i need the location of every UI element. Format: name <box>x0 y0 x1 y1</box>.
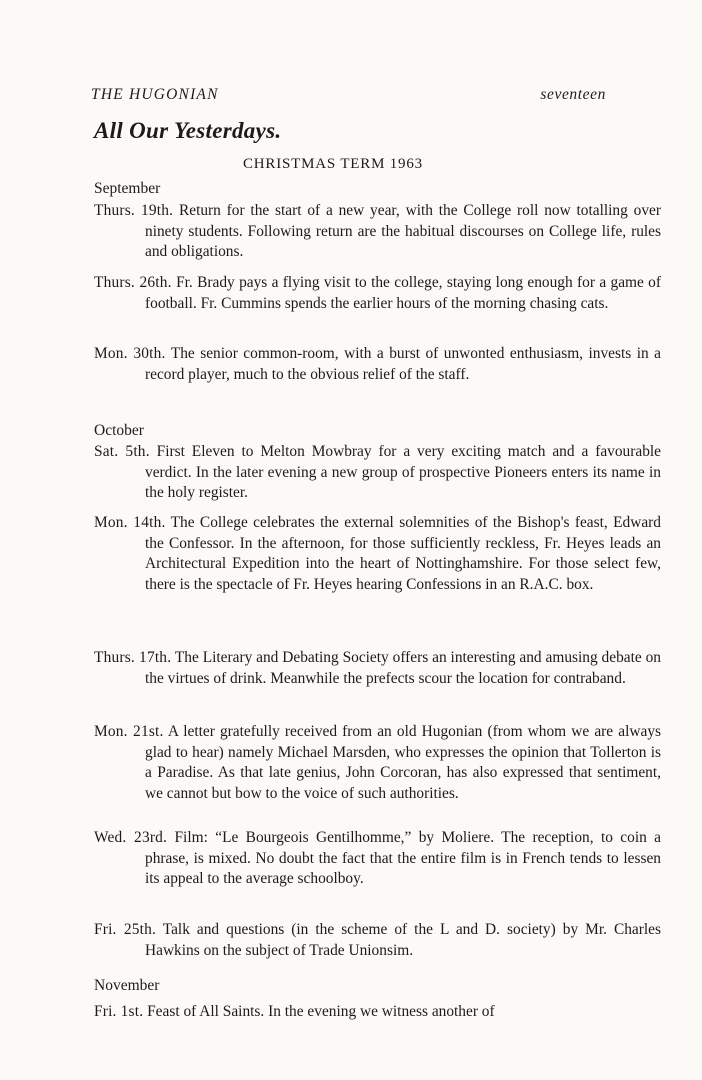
entry-text: Return for the start of a new year, with the College roll now totalling over ninety students. Following return are the habitual discourses on College life, rules and obligations. <box>145 202 661 260</box>
entry-text: The College celebrates the external solemnities of the Bishop's feast, Edward the Confessor. In the afternoon, for those sufficiently reckless, Fr. Heyes leads an Architectural Expedition into the heart of Nottinghamshire. For those select few, there is the spectacle of Fr. Heyes hearing Confessions in an R.A.C. box. <box>145 514 661 593</box>
page-number: seventeen <box>540 86 606 103</box>
diary-entry <box>94 1002 661 1023</box>
entry-date: Wed. 23rd. <box>94 829 168 846</box>
entry-text: The senior common-room, with a burst of unwonted enthusiasm, invests in a record player, much to the obvious relief of the staff. <box>145 345 661 383</box>
diary-entry <box>94 648 661 689</box>
diary-entry <box>94 344 661 385</box>
entry-text: The Literary and Debating Society offers an interesting and amusing debate on the virtues of drink. Meanwhile the prefects scour the location for contraband. <box>145 649 661 687</box>
article-title: All Our Yesterdays. <box>94 118 282 143</box>
term-heading: CHRISTMAS TERM 1963 <box>243 156 423 172</box>
entry-date: Thurs. 17th. <box>94 649 172 666</box>
entry-text: Feast of All Saints. In the evening we witness another of <box>147 1003 495 1020</box>
diary-entry <box>94 722 661 804</box>
diary-entry <box>94 273 661 314</box>
month-heading-november: November <box>94 977 160 994</box>
entry-text: A letter gratefully received from an old Hugonian (from whom we are always glad to hear) namely Michael Marsden, who expresses the opinion that Tollerton is a Paradise. As that late genius, John Corcoran, has also expressed that sentiment, we cannot but bow to the voice of such authorities. <box>145 723 661 802</box>
diary-entry <box>94 513 661 595</box>
entry-date: Thurs. 26th. <box>94 274 172 291</box>
entry-text: Talk and questions (in the scheme of the L and D. society) by Mr. Charles Hawkins on the subject of Trade Unionsim. <box>145 921 661 959</box>
diary-entry <box>94 920 661 961</box>
diary-entry <box>94 442 661 504</box>
month-heading-september: September <box>94 180 161 197</box>
entry-date: Thurs. 19th. <box>94 202 174 219</box>
diary-entry <box>94 201 661 263</box>
diary-entry <box>94 828 661 890</box>
entry-date: Mon. 30th. <box>94 345 166 362</box>
entry-text: Film: “Le Bourgeois Gentilhomme,” by Moliere. The reception, to coin a phrase, is mixed. No doubt the fact that the entire film is in French tends to lessen its appeal to the average schoolboy. <box>145 829 661 887</box>
running-header <box>91 86 606 104</box>
entry-date: Mon. 21st. <box>94 723 164 740</box>
entry-date: Sat. 5th. <box>94 443 150 460</box>
entry-date: Fri. 25th. <box>94 921 157 938</box>
entry-date: Mon. 14th. <box>94 514 166 531</box>
month-heading-october: October <box>94 422 144 439</box>
entry-text: Fr. Brady pays a flying visit to the college, staying long enough for a game of football. Fr. Cummins spends the earlier hours of the morning chasing cats. <box>145 274 661 312</box>
entry-text: First Eleven to Melton Mowbray for a very exciting match and a favourable verdict. In the later evening a new group of prospective Pioneers enters its name in the holy register. <box>145 443 661 501</box>
entry-date: Fri. 1st. <box>94 1003 144 1020</box>
publication-name: THE HUGONIAN <box>91 86 219 103</box>
